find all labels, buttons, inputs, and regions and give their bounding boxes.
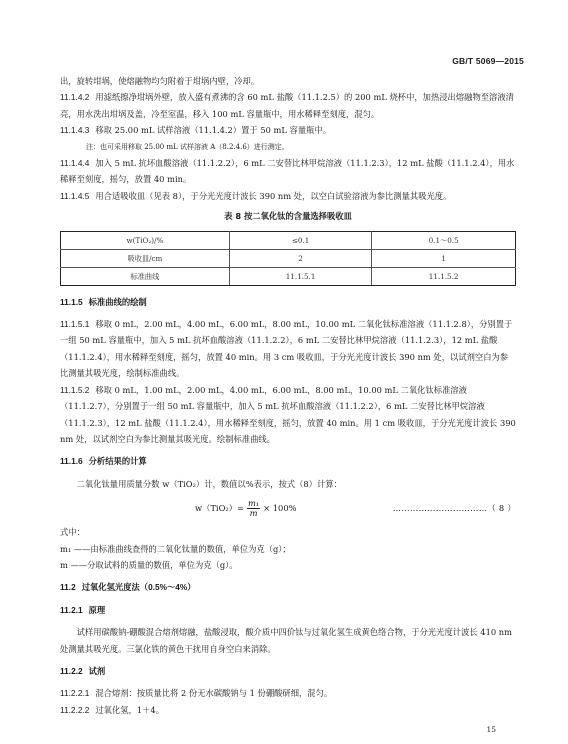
table-cell: 标准曲线 [61,267,230,285]
standard-number: GB/T 5069—2015 [452,56,524,66]
clause-number: 11.2.2.1 [60,688,90,699]
section-heading-11-1-5 [60,294,516,310]
variable-definition: m₁ ——由标准曲线查得的二氧化钛量的数值，单位为克（g）； [60,543,291,554]
section-number: 11.2.1 [60,604,83,615]
formula-rhs: × 100% [263,502,297,513]
table-header-row [61,231,516,249]
formula-number: ……………………………（ 8 ） [392,502,516,513]
page-number: 15 [486,725,496,734]
table-header-cell: 0.1～0.5 [372,231,516,249]
fraction-denominator: m [249,507,258,518]
section-number: 11.1.6 [60,456,83,467]
fraction-numerator: m₁ [247,497,260,508]
clause-11-1-4-4 [60,155,516,188]
where-label: 式中： [60,527,85,538]
clause-text: 用滤纸擦净坩埚外壁，放入盛有煮沸的含 60 mL 盐酸（11.1.2.5）的 200 mL 烧杯中，加热浸出熔融物至溶液清亮，用水洗出坩埚及盖，冷至室温，移入 100 mL 容量瓶中，用水稀释至刻度，混匀。 [60,92,514,119]
section-title: 试剂 [88,665,106,676]
note: 注：也可采用移取 25.00 mL 试样溶液 A（8.2.4.6）进行测定。 [86,142,289,151]
section-heading-11-2 [60,579,516,595]
clause-11-1-4-5 [60,188,516,204]
paragraph: 出，旋转坩埚，使熔融物均匀附着于坩埚内壁，冷却。 [60,76,260,86]
section-number: 11.1.5 [60,296,83,307]
clause-number: 11.1.4.5 [60,190,90,201]
table-cell: 1 [372,249,516,267]
clause-11-1-4-3 [60,122,516,138]
formula-expression [195,499,296,518]
clause-number: 11.1.4.3 [60,125,90,136]
table-header-cell: ≤0.1 [229,231,371,249]
table-cell: 11.1.5.1 [229,267,371,285]
section-heading-11-2-2 [60,663,516,679]
section-heading-11-1-6 [60,453,516,469]
table-cell: 11.1.5.2 [372,267,516,285]
clause-11-2-2-2 [60,702,516,718]
table-cell: 吸收皿/cm [61,249,230,267]
formula-fraction [247,499,260,518]
section-title: 分析结果的计算 [88,456,147,467]
formula-8 [60,496,516,520]
clause-number: 11.2.2.2 [60,704,90,715]
table-row [61,267,516,285]
table-cell: 2 [229,249,371,267]
clause-11-1-5-2 [60,382,516,448]
clause-11-1-5-1 [60,316,516,382]
clause-text: 加入 5 mL 抗坏血酸溶液（11.1.2.2），6 mL 二安替比林甲烷溶液（11.1.2.3），12 mL 盐酸（11.1.2.4），用水稀释至刻度，摇匀，放置 40 min。 [60,158,515,185]
clause-number: 11.1.4.4 [60,158,90,169]
clause-text: 移取 0 mL，1.00 mL，2.00 mL，4.00 mL，6.00 mL，8.00 mL，10.00 mL 二氧化钛标准溶液（11.1.2.7），分别置于一组 50 mL 容量瓶中，加入 5 mL 抗坏血酸溶液（11.1.2.2），6 mL 二安替比林甲烷溶液（11.1.2.3），12 mL 盐酸（11.1.2.4），用水稀释至刻度，摇匀，放置 40 min。用 1 cm 吸收皿，于分光光度计波长 390 nm 处，以试剂空白为参比测量其吸光度。绘制标准曲线。 [60,384,516,444]
section-title: 过氧化氢光度法（0.5%～4%） [81,582,196,593]
section-number: 11.2 [60,582,76,593]
section-title: 原理 [88,604,106,615]
clause-text: 移取 25.00 mL 试样溶液（11.1.4.2）置于 50 mL 容量瓶中。 [95,125,332,136]
section-number: 11.2.2 [60,665,83,676]
clause-text: 过氧化氢，1＋4。 [95,704,165,715]
table-header-cell: w(TiO₂)/% [61,231,230,249]
section-title: 标准曲线的绘制 [88,296,147,307]
formula-lhs: w（TiO₂）= [195,502,244,513]
clause-text: 混合熔剂：按质量比将 2 份无水碳酸钠与 1 份硼酸研细，混匀。 [95,688,333,699]
variable-definition: m ——分取试料的质量的数值，单位为克（g）。 [60,559,238,570]
calc-intro: 二氧化钛量用质量分数 w（TiO₂）计，数值以%表示，按式（8）计算： [76,478,342,489]
clause-number: 11.1.4.2 [60,92,90,103]
clause-11-1-4-2 [60,89,516,122]
cuvette-table [60,231,516,286]
table-caption: 表 8 按二氧化钛的含量选择吸收皿 [224,211,352,222]
clause-number: 11.1.5.1 [60,319,90,330]
principle-text: 试样用碳酸钠-硼酸混合熔剂熔融，盐酸浸取，酸介质中四价钛与过氧化氢生成黄色络合物，于分光光度计波长 410 nm 处测量其吸光度。三氯化铁的黄色干扰用自身空白来消除。 [60,627,512,654]
table-row [61,249,516,267]
clause-number: 11.1.5.2 [60,384,90,395]
clause-11-2-2-1 [60,685,516,701]
clause-text: 移取 0 mL，2.00 mL，4.00 mL，6.00 mL，8.00 mL，10.00 mL 二氧化钛标准溶液（11.1.2.8），分别置于一组 50 mL 容量瓶中，加入 5 mL 抗坏血酸溶液（11.1.2.2），6 mL 二安替比林甲烷溶液（11.1.2.3），12 mL 盐酸（11.1.2.4），用水稀释至刻度，摇匀，放置 40 min。用 3 cm 吸收皿，于分光光度计波长 390 nm 处，以试剂空白为参比测量其吸光度，绘制标准曲线。 [60,319,513,379]
page-content [60,73,516,718]
clause-text: 用合适吸收皿（见表 8），于分光光度计波长 390 nm 处，以空白试验溶液为参比测量其吸光度。 [95,190,452,201]
section-heading-11-2-1 [60,602,516,618]
